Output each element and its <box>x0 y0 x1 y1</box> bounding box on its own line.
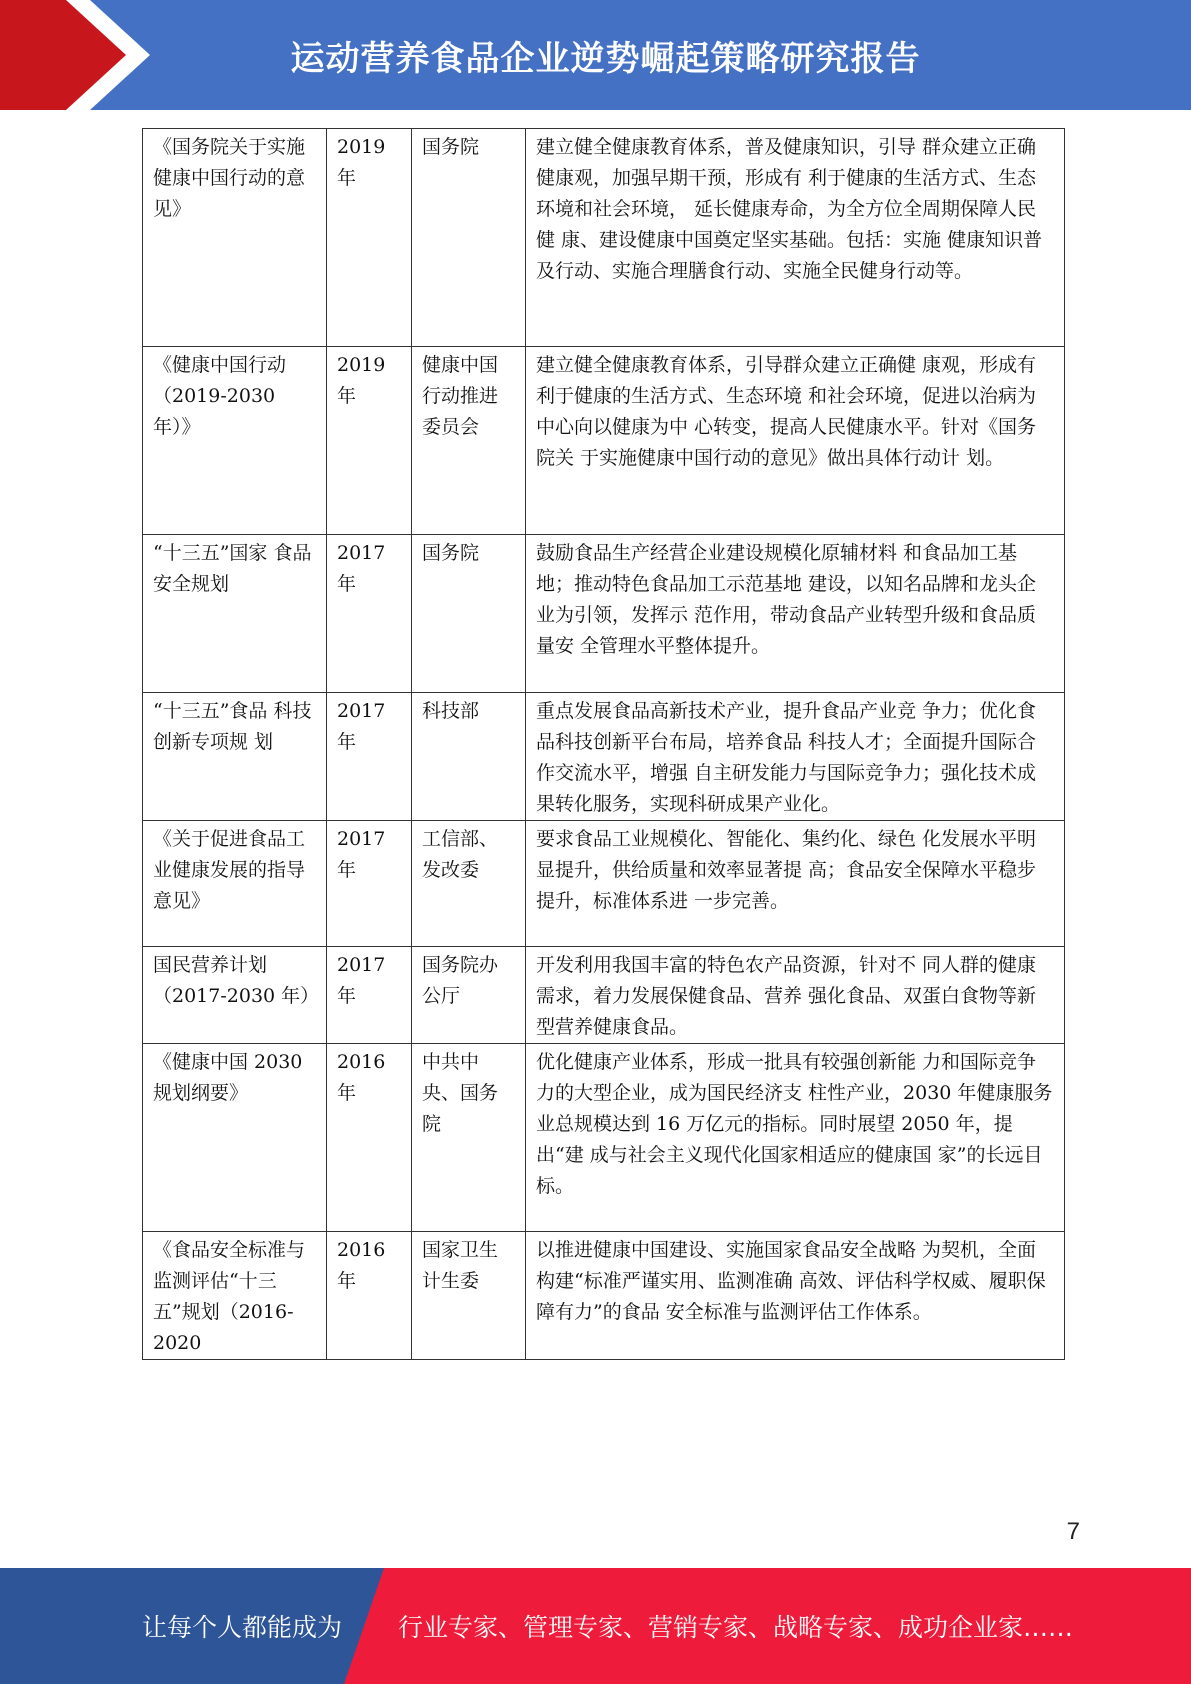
policy-year-cell: 2017 年 <box>327 947 412 1044</box>
policy-content-cell: 建立健全健康教育体系，引导群众建立正确健 康观，形成有利于健康的生活方式、生态环境 和社会环境，促进以治病为中心向以健康为中 心转变，提高人民健康水平。针对《国务院关 于实施健康中国行动的意见》做出具体行动计 划。 <box>526 347 1065 535</box>
policy-name-cell: 国民营养计划（2017-2030 年） <box>143 947 327 1044</box>
policy-table <box>142 128 1065 1360</box>
table-row <box>143 535 1065 693</box>
page-header <box>0 0 1191 110</box>
table-row <box>143 821 1065 947</box>
policy-issuer-cell: 国务院办公厅 <box>412 947 526 1044</box>
policy-content-cell: 鼓励食品生产经营企业建设规模化原辅材料 和食品加工基地；推动特色食品加工示范基地 建设，以知名品牌和龙头企业为引领，发挥示 范作用，带动食品产业转型升级和食品质量安 全管理水平整体提升。 <box>526 535 1065 693</box>
table-row <box>143 1044 1065 1232</box>
policy-content-cell: 重点发展食品高新技术产业，提升食品产业竞 争力；优化食品科技创新平台布局，培养食品 科技人才；全面提升国际合作交流水平，增强 自主研发能力与国际竞争力；强化技术成果转化服务，实现科研成果产业化。 <box>526 693 1065 821</box>
policy-year-cell: 2019 年 <box>327 129 412 347</box>
policy-content-cell: 以推进健康中国建设、实施国家食品安全战略 为契机，全面构建“标准严谨实用、监测准确 高效、评估科学权威、履职保障有力”的食品 安全标准与监测评估工作体系。 <box>526 1232 1065 1360</box>
policy-issuer-cell: 科技部 <box>412 693 526 821</box>
table-row <box>143 347 1065 535</box>
policy-year-cell: 2017 年 <box>327 693 412 821</box>
table-row <box>143 947 1065 1044</box>
policy-issuer-cell: 国务院 <box>412 129 526 347</box>
policy-name-cell: 《国务院关于实施健康中国行动的意见》 <box>143 129 327 347</box>
footer-slogan-left: 让每个人都能成为 <box>142 1613 343 1642</box>
policy-name-cell: “十三五”食品 科技创新专项规 划 <box>143 693 327 821</box>
policy-issuer-cell: 健康中国行动推进委员会 <box>412 347 526 535</box>
report-title: 运动营养食品企业逆势崛起策略研究报告 <box>290 38 921 79</box>
policy-year-cell: 2016 年 <box>327 1232 412 1360</box>
policy-name-cell: 《关于促进食品工业健康发展的指导意见》 <box>143 821 327 947</box>
table-row <box>143 129 1065 347</box>
footer-slogan-right: 行业专家、管理专家、营销专家、战略专家、成功企业家…… <box>398 1613 1074 1642</box>
table-row <box>143 693 1065 821</box>
policy-content-cell: 建立健全健康教育体系，普及健康知识，引导 群众建立正确健康观，加强早期干预，形成有 利于健康的生活方式、生态环境和社会环境， 延长健康寿命，为全方位全周期保障人民健 康、建设健康中国奠定坚实基础。包括：实施 健康知识普及行动、实施合理膳食行动、实施全民健身行动等。 <box>526 129 1065 347</box>
policy-name-cell: 《健康中国 2030 规划纲要》 <box>143 1044 327 1232</box>
policy-content-cell: 开发利用我国丰富的特色农产品资源，针对不 同人群的健康需求，着力发展保健食品、营养 强化食品、双蛋白食物等新型营养健康食品。 <box>526 947 1065 1044</box>
policy-content-cell: 要求食品工业规模化、智能化、集约化、绿色 化发展水平明显提升，供给质量和效率显著提 高；食品安全保障水平稳步提升，标准体系进 一步完善。 <box>526 821 1065 947</box>
policy-issuer-cell: 工信部、发改委 <box>412 821 526 947</box>
policy-year-cell: 2016 年 <box>327 1044 412 1232</box>
policy-name-cell: 《食品安全标准与监测评估“十三五”规划（2016-2020 <box>143 1232 327 1360</box>
policy-year-cell: 2017 年 <box>327 535 412 693</box>
policy-year-cell: 2019 年 <box>327 347 412 535</box>
policy-name-cell: “十三五”国家 食品安全规划 <box>143 535 327 693</box>
policy-issuer-cell: 国务院 <box>412 535 526 693</box>
policy-name-cell: 《健康中国行动（2019-2030 年）》 <box>143 347 327 535</box>
header-chevron-icon <box>0 0 150 110</box>
page-number: 7 <box>1066 1518 1080 1545</box>
policy-content-cell: 优化健康产业体系，形成一批具有较强创新能 力和国际竞争力的大型企业，成为国民经济支 柱性产业，2030 年健康服务业总规模达到 16 万亿元的指标。同时展望 2050 年，提出“建 成与社会主义现代化国家相适应的健康国 家”的长远目标。 <box>526 1044 1065 1232</box>
table-row <box>143 1232 1065 1360</box>
page-footer <box>0 1568 1191 1684</box>
policy-year-cell: 2017 年 <box>327 821 412 947</box>
policy-issuer-cell: 国家卫生 计生委 <box>412 1232 526 1360</box>
policy-issuer-cell: 中共中央、国务院 <box>412 1044 526 1232</box>
